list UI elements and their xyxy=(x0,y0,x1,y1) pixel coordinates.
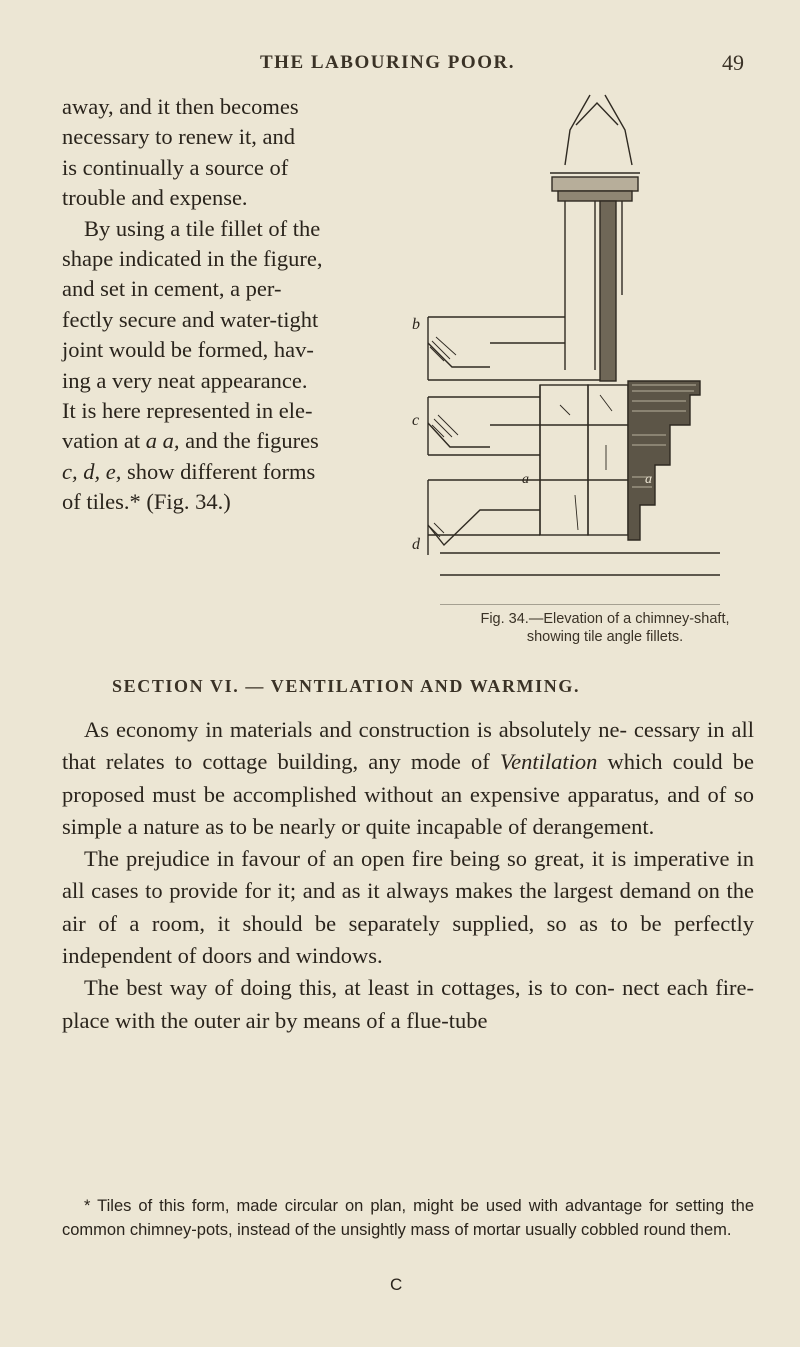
text-line: and set in cement, a per- xyxy=(62,276,282,302)
signature-mark: C xyxy=(390,1275,403,1294)
caption-line: showing tile angle fillets. xyxy=(526,629,684,645)
figure-label-c: c xyxy=(412,412,420,429)
italic-label: c, xyxy=(62,458,78,484)
paragraph-tile-fillet xyxy=(62,214,382,518)
italic-term: Ventilation xyxy=(499,749,598,775)
italic-label: d, xyxy=(83,458,101,484)
figure-label-b: b xyxy=(412,316,420,333)
paragraph-continuation xyxy=(62,92,382,214)
text-fragment: As economy in materials and construction is absolutely ne- cessary in all that relates to cottage building, any mode of xyxy=(62,717,754,775)
running-title: THE LABOURING POOR. xyxy=(260,52,515,73)
text-line: of tiles.* (Fig. 34.) xyxy=(62,489,231,515)
italic-label: e, xyxy=(105,458,122,484)
text-line: away, and it then becomes xyxy=(62,94,299,119)
figure-label-a: a xyxy=(645,472,652,487)
text-fragment: which could be proposed must be accomplished without an expensive apparatus, and of so simple a nature as to be nearly or quite incapable of derangement. xyxy=(62,749,754,839)
text-line: By using a tile fillet of the xyxy=(84,215,321,241)
body-text xyxy=(62,714,754,1037)
text-line xyxy=(62,457,382,487)
footnote-text: * Tiles of this form, made circular on plan, might be used with advantage for setting the common chimney-pots, instead of the unsightly mass of mortar usually cobbled round them. xyxy=(62,1197,754,1239)
chimney-figure xyxy=(400,85,740,605)
text-line: necessary to renew it, and xyxy=(62,124,296,150)
figure-label-d: d xyxy=(412,536,420,553)
chimney-elevation-drawing xyxy=(400,85,740,605)
text-line: trouble and expense. xyxy=(62,185,248,211)
paragraph-open-fire: The prejudice in favour of an open fire being so great, it is imperative in all cases to provide for it; and as it always makes the largest demand on the air of a room, it should be separately supplied, so as to be perfectly independent of doors and windows. xyxy=(62,846,754,969)
text-fragment: show different forms xyxy=(121,458,316,484)
text-line: It is here represented in ele- xyxy=(62,398,313,424)
figure-caption xyxy=(455,610,755,646)
section-heading: SECTION VI. — VENTILATION AND WARMING. xyxy=(112,676,581,696)
paragraph-ventilation xyxy=(62,714,754,843)
text-line: fectly secure and water-tight xyxy=(62,306,319,332)
text-line: shape indicated in the figure, xyxy=(62,246,323,272)
paragraph-flue-tube: The best way of doing this, at least in cottages, is to con- nect each fire-place with the outer air by means of a flue-tube xyxy=(62,975,754,1033)
caption-line: Fig. 34.—Elevation of a chimney-shaft, xyxy=(480,611,730,627)
text-line: is continually a source of xyxy=(62,154,289,180)
text-fragment: and the figures xyxy=(179,428,319,454)
text-line: joint would be formed, hav- xyxy=(62,337,314,363)
left-column-text xyxy=(62,92,382,518)
footnote xyxy=(62,1194,754,1242)
text-line: ing a very neat appearance. xyxy=(62,367,308,393)
running-head xyxy=(0,52,800,80)
text-line xyxy=(62,426,382,456)
italic-label: a a, xyxy=(145,428,180,454)
figure-label-a: a xyxy=(522,472,529,487)
text-fragment: vation at xyxy=(62,428,146,454)
page-number: 49 xyxy=(722,50,744,75)
